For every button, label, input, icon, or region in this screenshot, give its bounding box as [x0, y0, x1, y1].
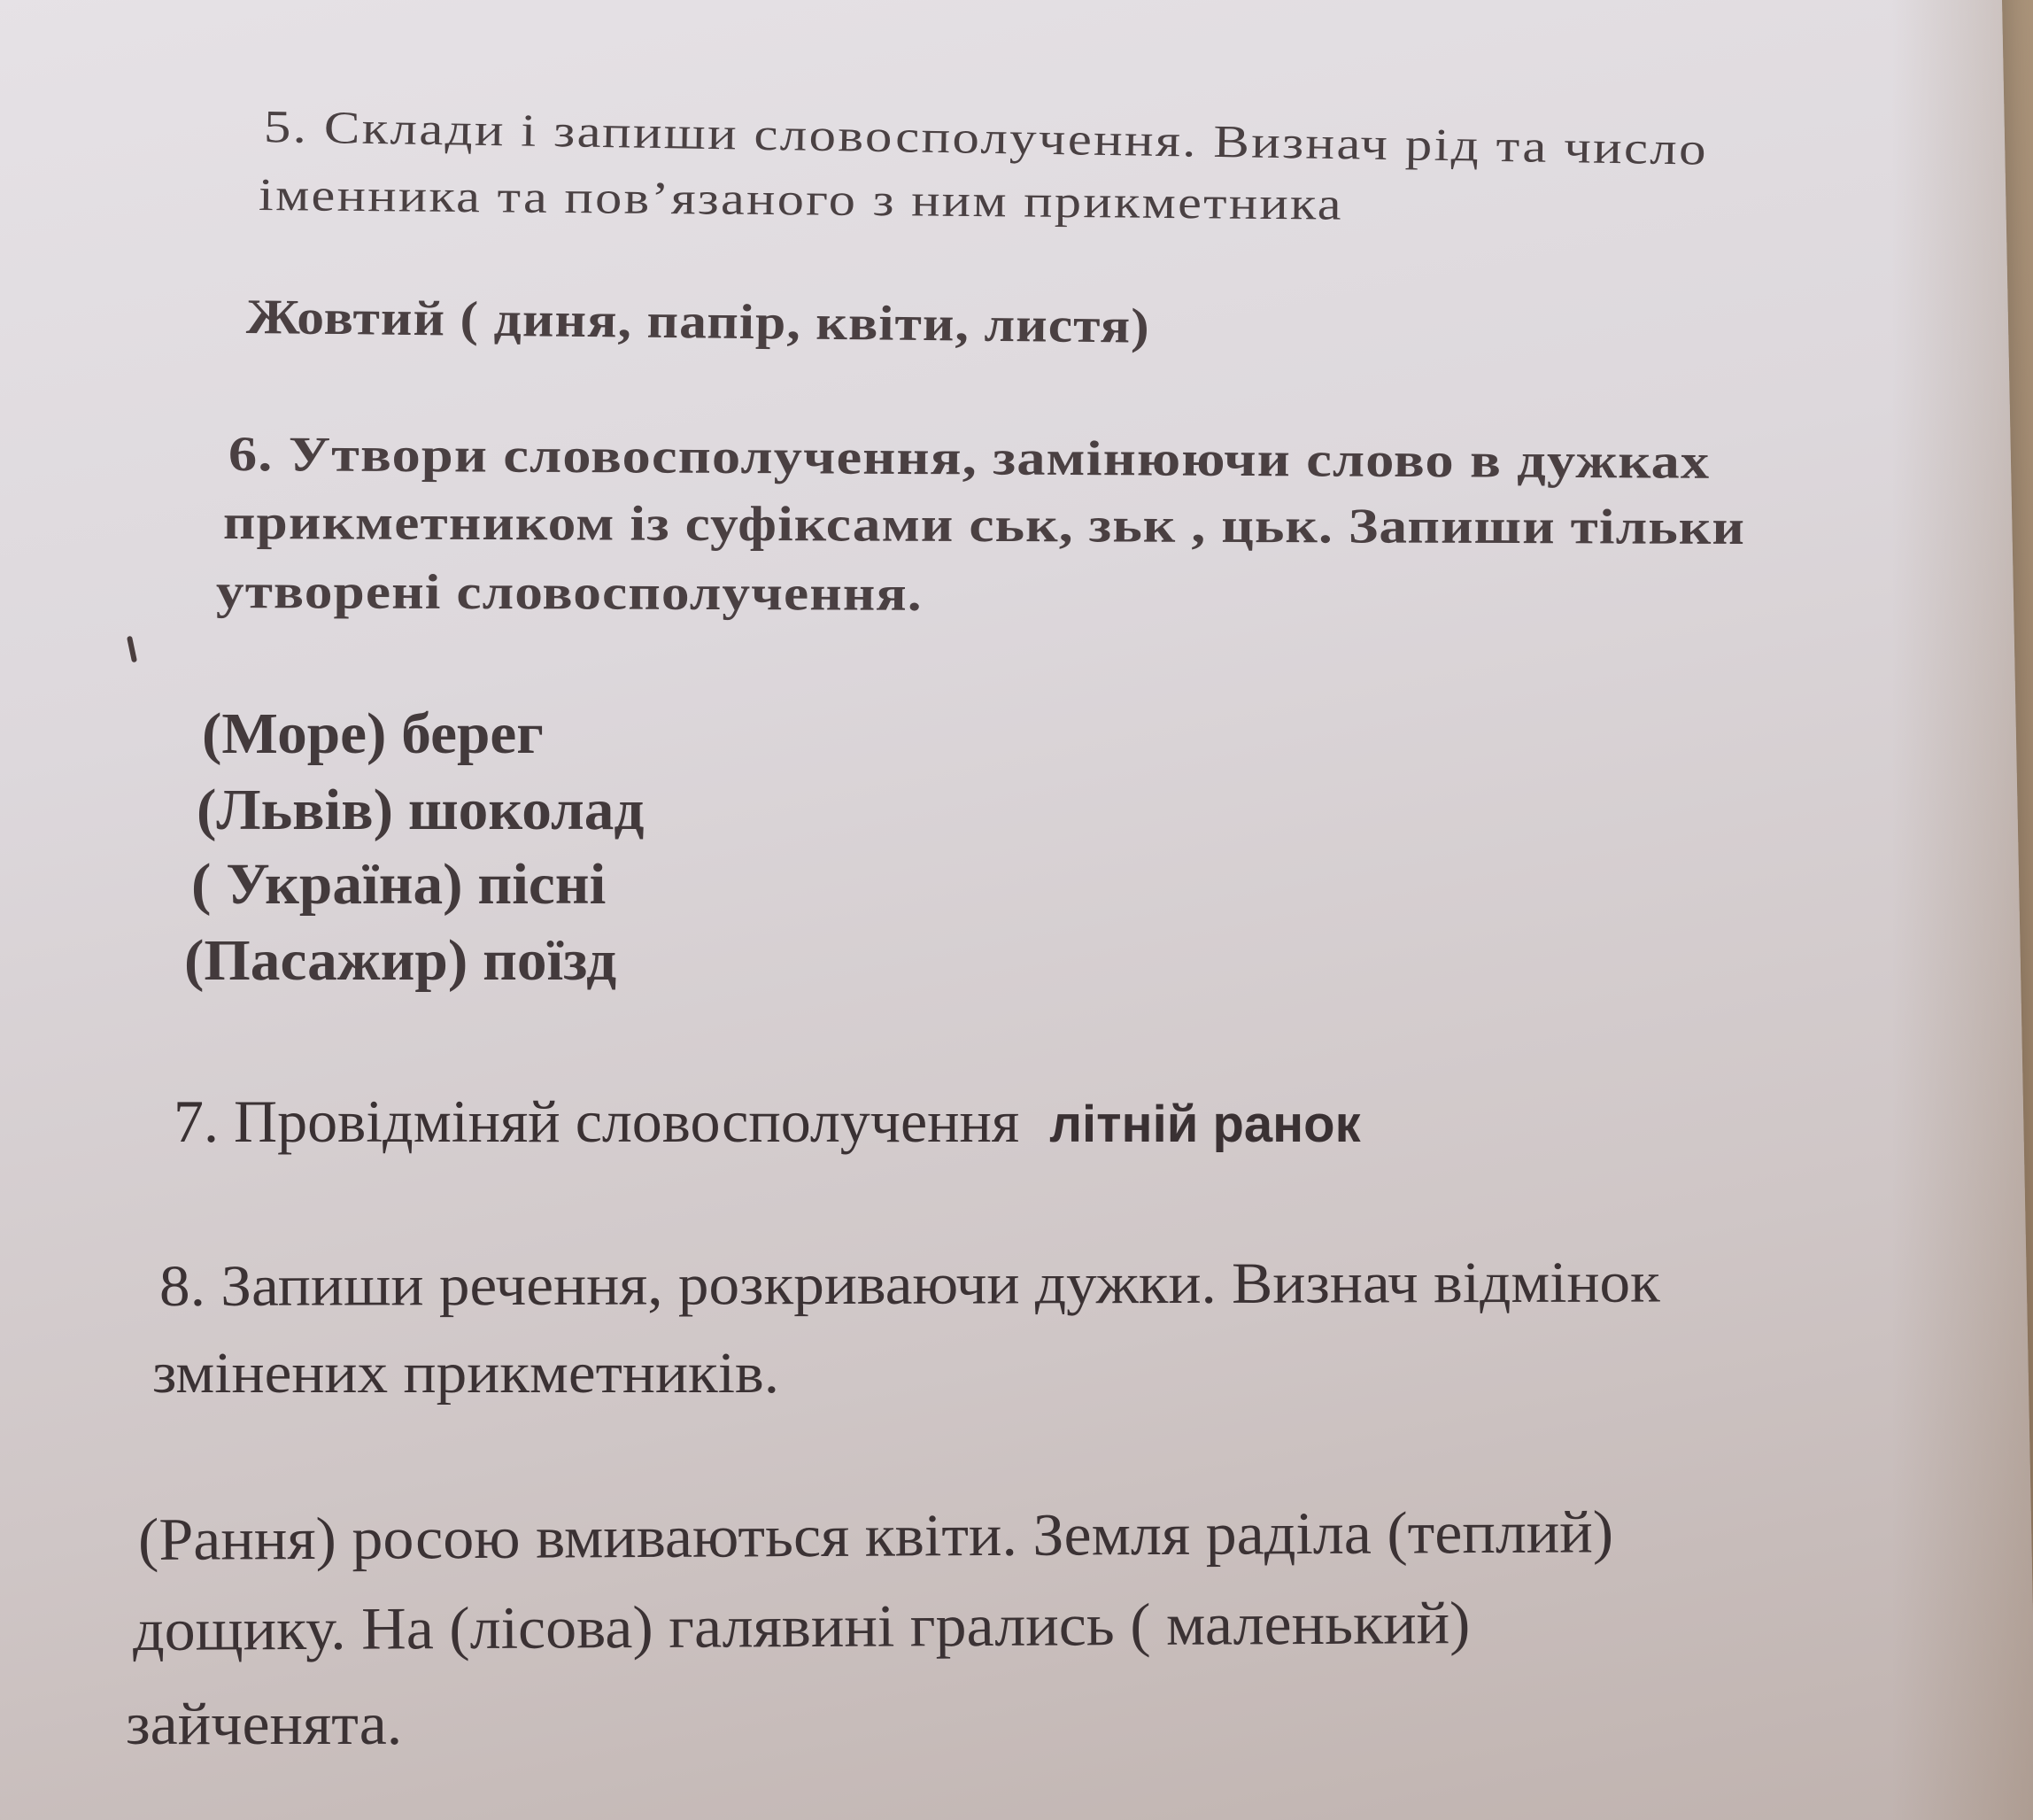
task7-phrase: літній ранок [1049, 1096, 1361, 1153]
task6-item-2: (Львів) шоколад [197, 778, 645, 842]
task5-instruction-line2: іменника та пов’язаного з ним прикметника [258, 170, 1344, 230]
task7-line [174, 1088, 1361, 1155]
task8-instruction-line2: змінених прикметників. [152, 1341, 780, 1406]
task7-spacer [1019, 1088, 1049, 1155]
task6-item-1: (Море) берег [202, 701, 544, 766]
task8-text-line3: зайченята. [126, 1690, 403, 1757]
pen-mark [127, 636, 137, 663]
task7-instruction: 7. Провідміняй словосполучення [174, 1088, 1020, 1155]
task8-instruction-line1: 8. Запиши речення, розкриваючи дужки. Визнач відмінок [158, 1250, 1660, 1319]
task6-instruction-line3: утворені словосполучення. [215, 564, 923, 622]
task6-instruction-line1: 6. Утвори словосполучення, замінюючи слово в дужках [228, 427, 1711, 490]
task5-example: Жовтий ( диня, папір, квіти, листя) [245, 290, 1151, 354]
task8-text-line1: (Рання) росою вмиваються квіти. Земля раділа (теплий) [137, 1498, 1614, 1573]
task6-item-4: (Пасажир) поїзд [184, 928, 617, 993]
task8-text-line2: дощику. На (лісова) галявині грались ( маленький) [132, 1589, 1471, 1663]
task6-item-3: ( Україна) пісні [191, 852, 607, 917]
task6-instruction-line2: прикметником із суфіксами ськ, зьк , цьк. Запиши тільки [222, 495, 1746, 556]
task5-instruction-line1: 5. Склади і запиши словосполучення. Визнач рід та число [263, 102, 1709, 175]
